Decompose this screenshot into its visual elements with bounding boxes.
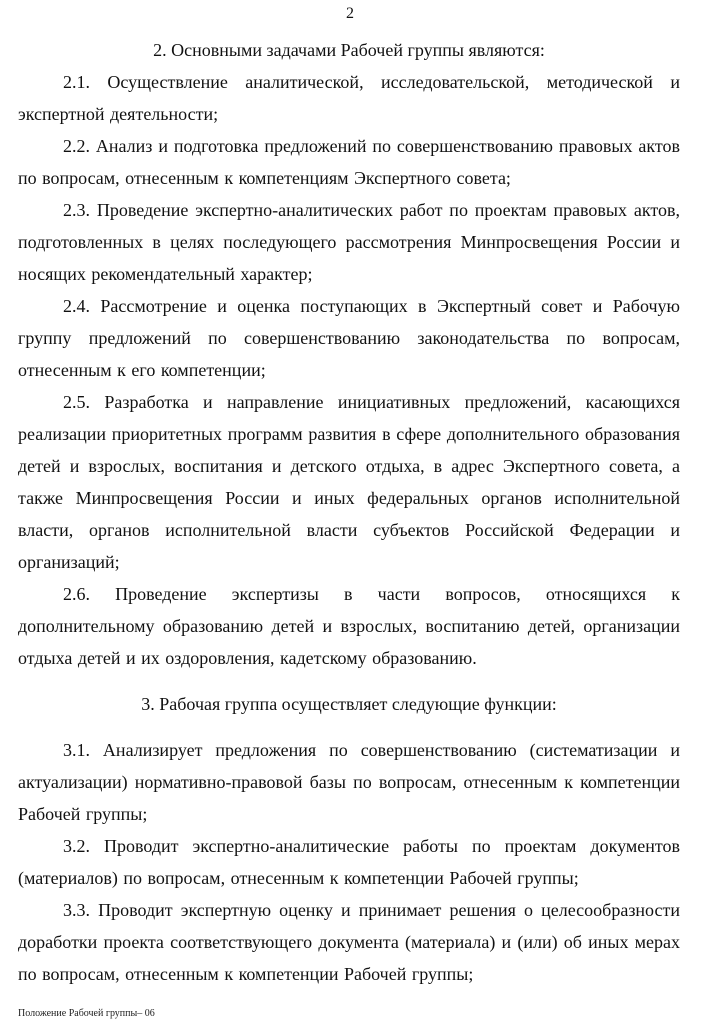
page-footer: Положение Рабочей группы– 06 <box>18 1008 155 1019</box>
section-3-item-2: 3.2. Проводит экспертно-аналитические работы по проектам документов (материалов) по вопросам, отнесенным к компетенции Рабочей группы; <box>18 836 680 888</box>
section-2-heading: 2. Основными задачами Рабочей группы являются: <box>153 40 545 60</box>
section-2-item-3: 2.3. Проведение экспертно-аналитических работ по проектам правовых актов, подготовленных в целях последующего рассмотрения Минпросвещения России и носящих рекомендательный характер; <box>18 200 680 284</box>
document-body <box>18 34 680 990</box>
section-2-item-4: 2.4. Рассмотрение и оценка поступающих в Экспертный совет и Рабочую группу предложений по совершенствованию законодательства по вопросам, отнесенным к его компетенции; <box>18 296 680 380</box>
page-number: 2 <box>346 5 354 22</box>
section-2-item-2: 2.2. Анализ и подготовка предложений по совершенствованию правовых актов по вопросам, отнесенным к компетенциям Экспертного совета; <box>18 136 680 188</box>
section-3-item-3: 3.3. Проводит экспертную оценку и принимает решения о целесообразности доработки проекта соответствующего документа (материала) и (или) об иных мерах по вопросам, отнесенным к компетенции Рабочей группы; <box>18 900 680 984</box>
section-2-item-5: 2.5. Разработка и направление инициативных предложений, касающихся реализации приоритетных программ развития в сфере дополнительного образования детей и взрослых, воспитания и детского отдыха, в адрес Экспертного совета, а также Минпросвещения России и иных федеральных органов исполнительной власти, органов исполнительной власти субъектов Российской Федерации и организаций; <box>18 392 680 572</box>
section-3-heading: 3. Рабочая группа осуществляет следующие функции: <box>141 694 557 714</box>
section-3-item-1: 3.1. Анализирует предложения по совершенствованию (систематизации и актуализации) нормативно-правовой базы по вопросам, отнесенным к компетенции Рабочей группы; <box>18 740 680 824</box>
section-2-item-6: 2.6. Проведение экспертизы в части вопросов, относящихся к дополнительному образованию детей и взрослых, воспитанию детей, организации отдыха детей и их оздоровления, кадетскому образованию. <box>18 584 680 668</box>
section-2-item-1: 2.1. Осуществление аналитической, исследовательской, методической и экспертной деятельности; <box>18 72 680 124</box>
